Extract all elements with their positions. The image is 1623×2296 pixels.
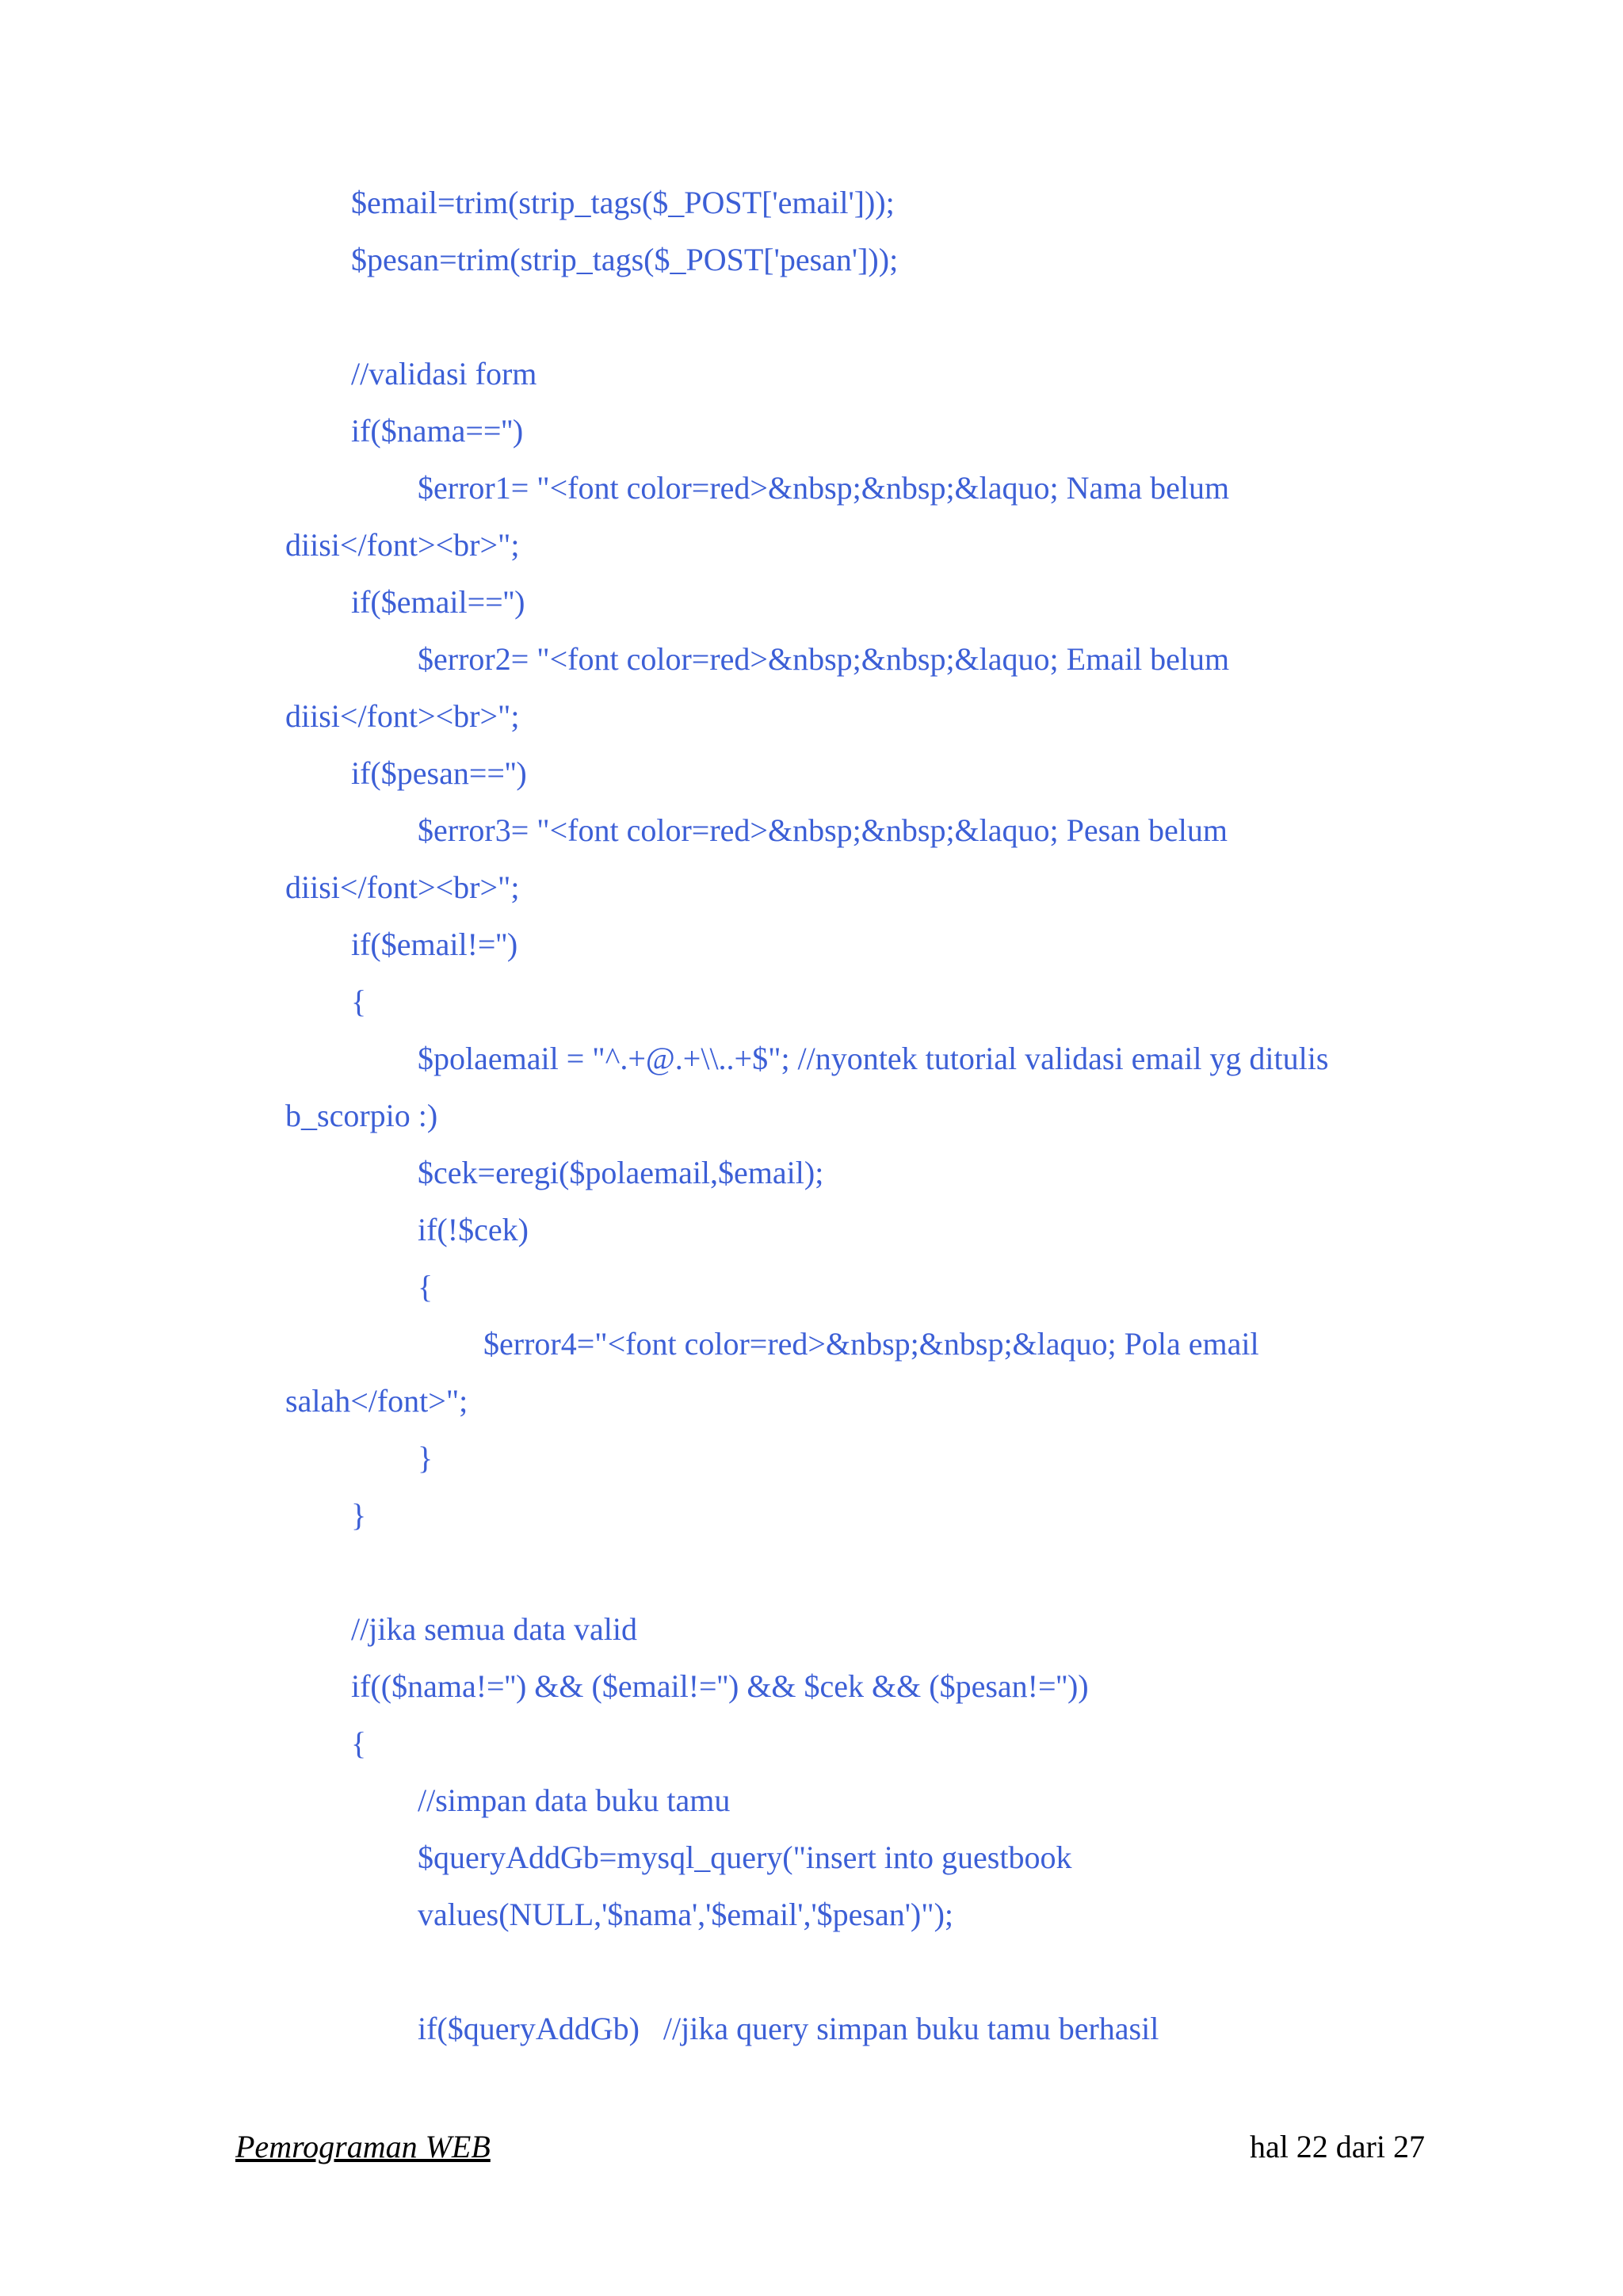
page-number: hal 22 dari 27 (1249, 2129, 1425, 2164)
code-line: if($email=='') (351, 584, 525, 620)
code-line: if($pesan=='') (351, 755, 527, 791)
code-line: if($email!='') (351, 926, 518, 962)
code-line: $error2= "<font color=red>&nbsp;&nbsp;&laquo; Email belum (418, 641, 1230, 677)
code-comment: //validasi form (351, 356, 537, 392)
code-brace: { (351, 1725, 367, 1761)
code-comment: //jika semua data valid (351, 1611, 637, 1647)
code-line: $pesan=trim(strip_tags($_POST['pesan'])); (351, 242, 899, 277)
code-line: $polaemail = "^.+@.+\\..+$"; //nyontek tutorial validasi email yg ditulis (418, 1041, 1329, 1076)
code-line: $error3= "<font color=red>&nbsp;&nbsp;&laquo; Pesan belum (418, 812, 1228, 848)
code-line: $error1= "<font color=red>&nbsp;&nbsp;&laquo; Nama belum (418, 470, 1230, 506)
code-brace: { (418, 1269, 433, 1305)
code-comment: //simpan data buku tamu (418, 1782, 731, 1818)
code-line: $email=trim(strip_tags($_POST['email'])); (351, 185, 895, 220)
code-line: $queryAddGb=mysql_query("insert into guestbook (418, 1839, 1072, 1875)
footer-title: Pemrograman WEB (235, 2129, 491, 2164)
code-line: $error4="<font color=red>&nbsp;&nbsp;&laquo; Pola email (483, 1326, 1259, 1362)
code-line-wrap: b_scorpio :) (285, 1098, 438, 1133)
code-brace: { (351, 984, 367, 1019)
code-line-wrap: diisi</font><br>"; (285, 698, 520, 734)
code-line-wrap: diisi</font><br>"; (285, 527, 520, 563)
code-line: $cek=eregi($polaemail,$email); (418, 1155, 824, 1190)
code-brace: } (351, 1497, 367, 1533)
code-line-wrap: diisi</font><br>"; (285, 869, 520, 905)
code-line: if(($nama!='') && ($email!='') && $cek && ($pesan!='')) (351, 1668, 1089, 1704)
code-line: values(NULL,'$nama','$email','$pesan')"); (418, 1897, 954, 1932)
code-line: if($nama=='') (351, 413, 524, 449)
code-brace: } (418, 1440, 433, 1476)
code-line: if($queryAddGb) //jika query simpan buku tamu berhasil (418, 2011, 1159, 2046)
code-line-wrap: salah</font>"; (285, 1383, 468, 1419)
code-line: if(!$cek) (418, 1212, 529, 1247)
